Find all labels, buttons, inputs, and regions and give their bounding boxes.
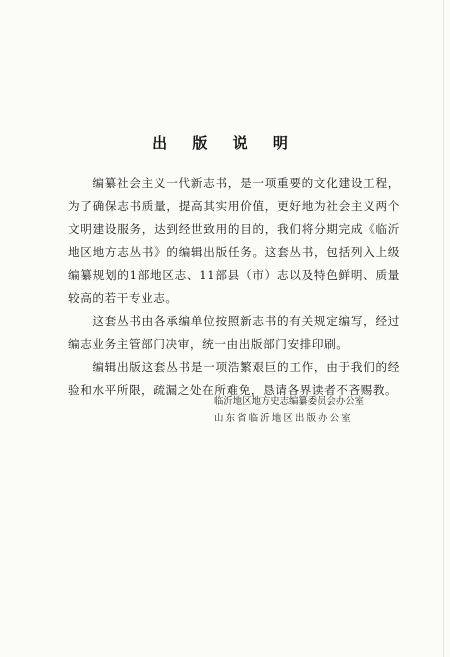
signature-block bbox=[214, 393, 394, 427]
paragraph-2: 这套丛书由各承编单位按照新志书的有关规定编写，经过编志业务主管部门决审，统一由出版部门安排印刷。 bbox=[68, 314, 400, 351]
body-text bbox=[68, 172, 400, 402]
paragraph-1: 编纂社会主义一代新志书，是一项重要的文化建设工程，为了确保志书质量，提高其实用价值，更好地为社会主义两个文明建设服务，达到经世致用的目的，我们将分期完成《临沂地区地方志丛书》的编辑出版任务。这套丛书，包括列入上级编纂规划的1部地区志、11部县（市）志以及特色鲜明、质量较高的若干专业志。 bbox=[68, 176, 400, 305]
scan-edge-divider bbox=[443, 0, 444, 657]
signature-line-1: 临沂地区地方史志编纂委员会办公室 bbox=[214, 396, 365, 407]
page-title: 出 版 说 明 bbox=[152, 134, 298, 152]
signature-line-2: 山东省临沂地区出版办公室 bbox=[214, 413, 353, 424]
paragraph-3: 编辑出版这套丛书是一项浩繁艰巨的工作，由于我们的经验和水平所限，疏漏之处在所难免，恳请各界读者不吝赐教。 bbox=[68, 360, 400, 397]
